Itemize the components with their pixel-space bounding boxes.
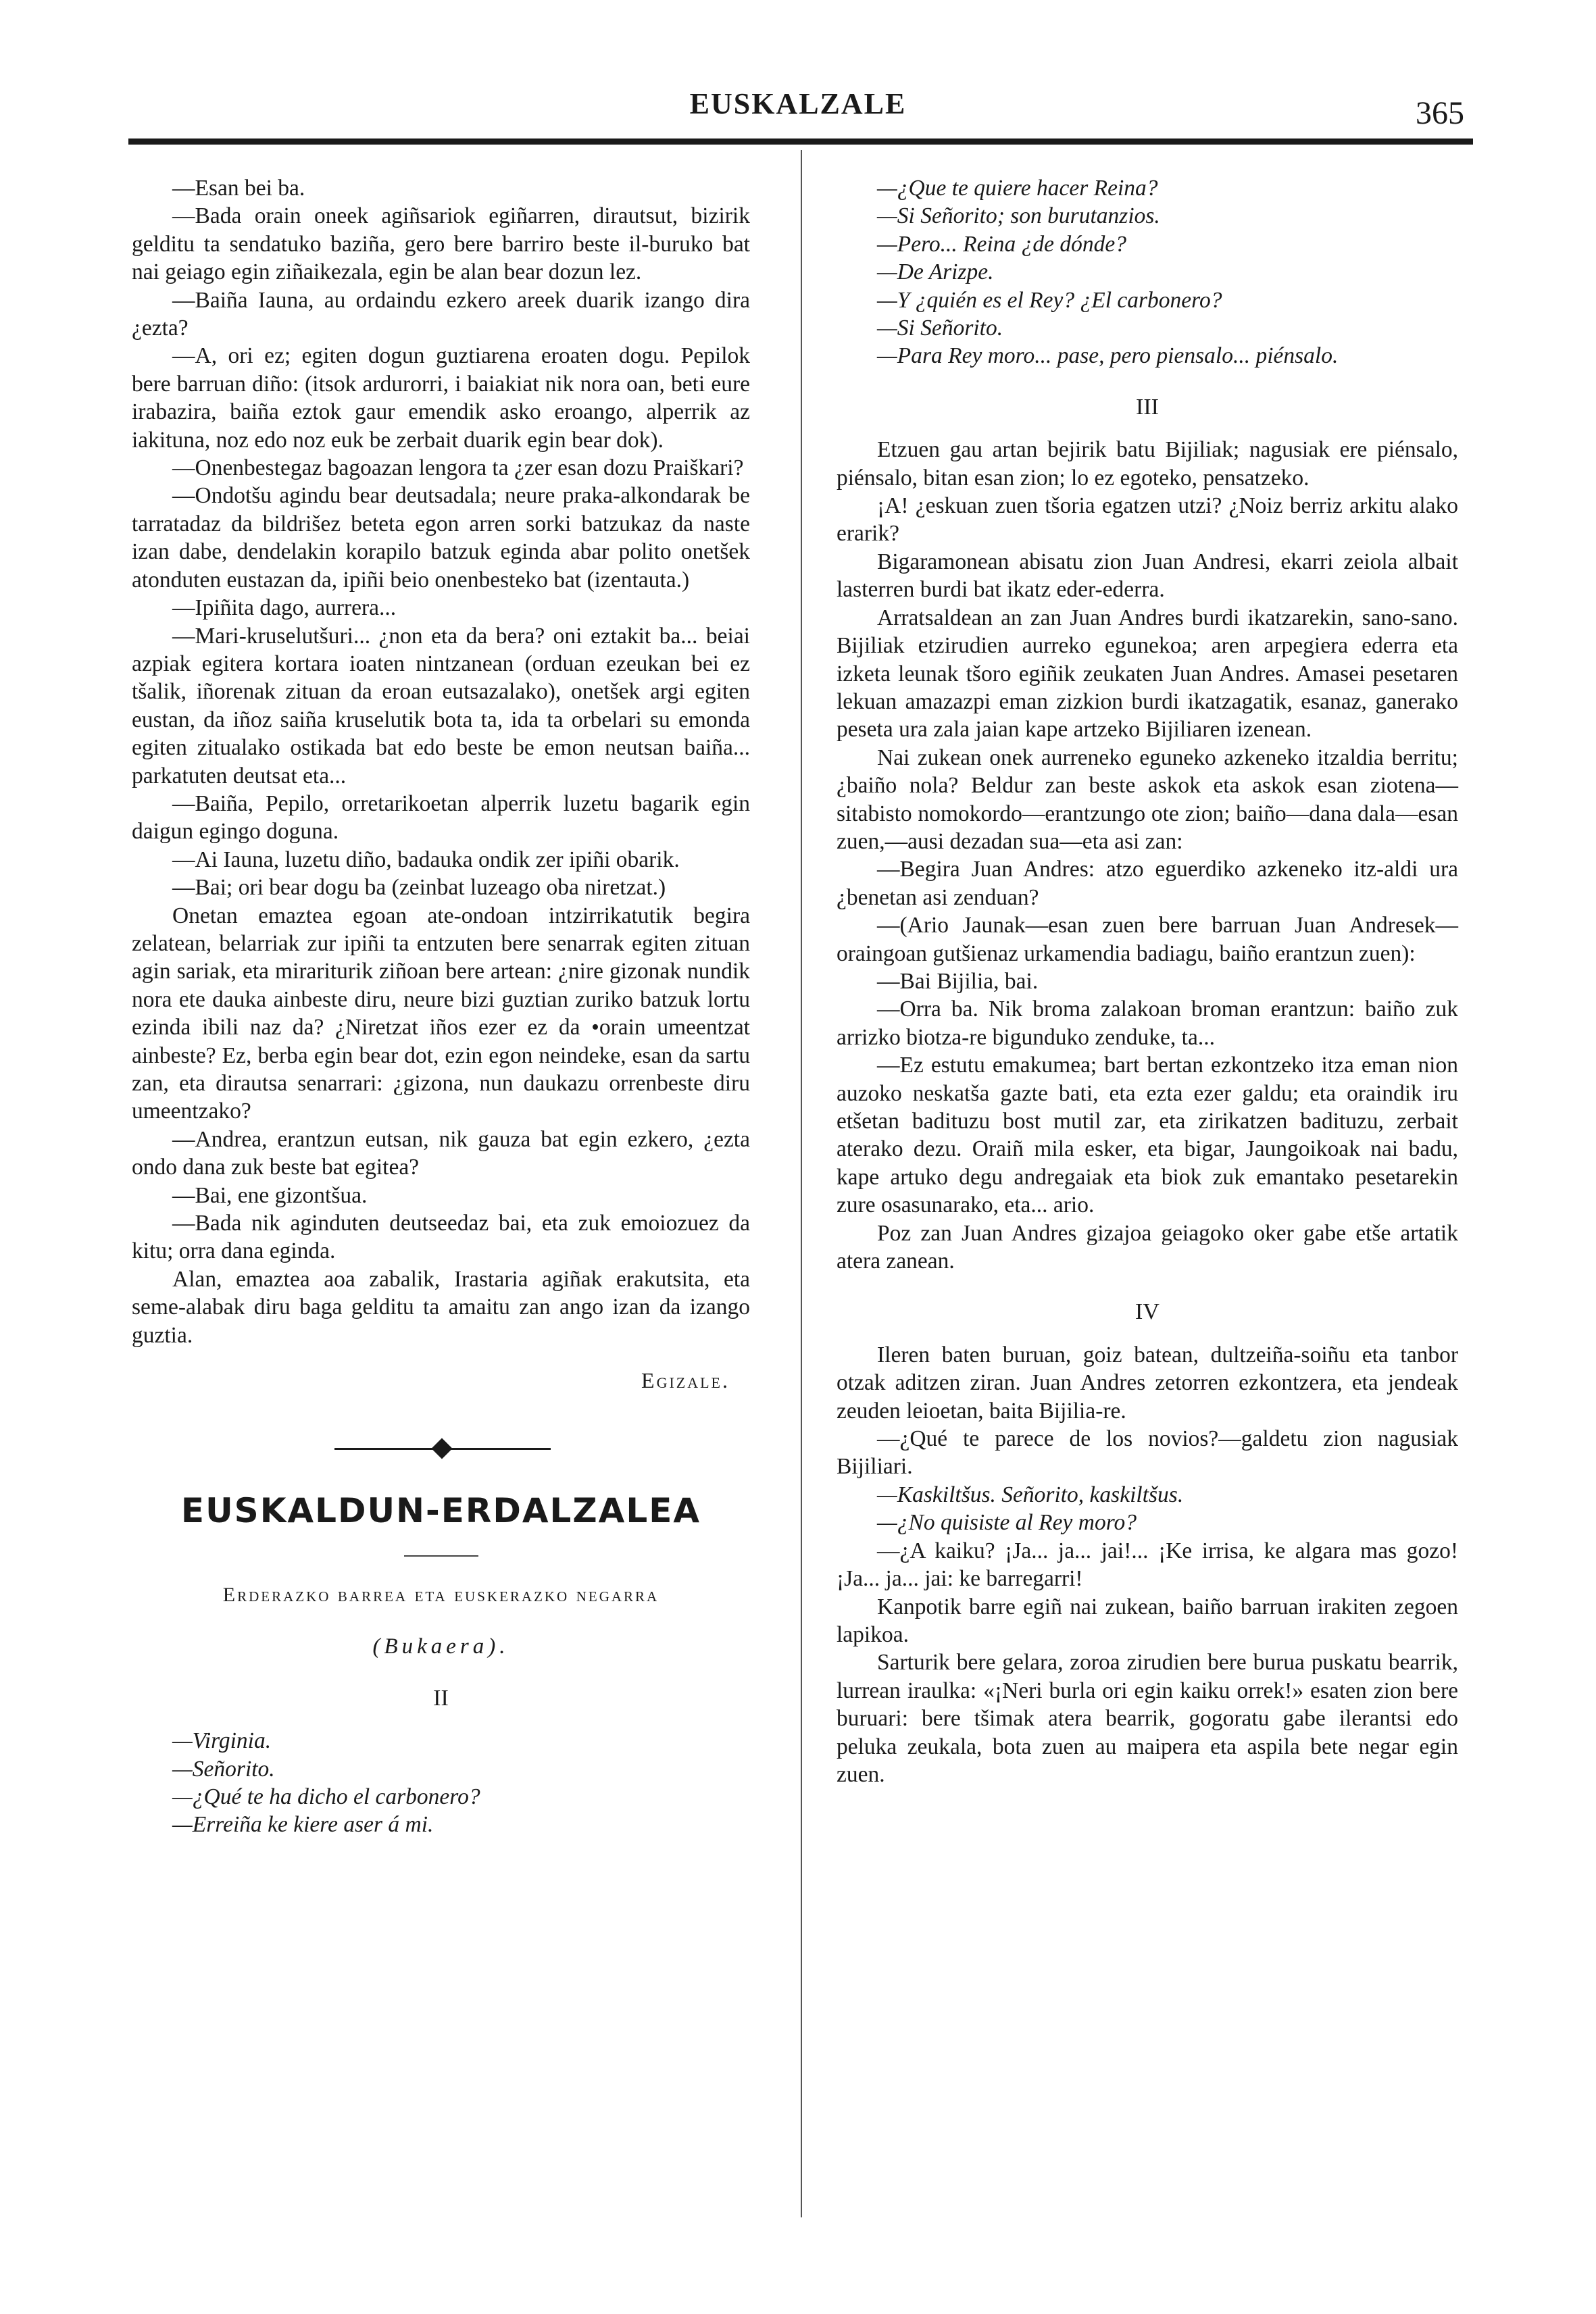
paragraph: ¡A! ¿eskuan zuen tšoria egatzen utzi? ¿Noiz berriz arkitu alako erarik?	[837, 493, 1458, 547]
paragraph: Alan, emaztea aoa zabalik, Irastaria agiñak erakutsita, eta seme-alabak diru baga gelditu ta amaitu zan ango izan da izango guztia.	[132, 1266, 750, 1348]
paragraph: Arratsaldean an zan Juan Andres burdi ikatzarekin, sano-sano. Bijiliak etzirudien aurreko egunekoa; aren arpegiera ederra eta izketa leunak tšoro egiñik zeukaten Juan Andres. Amasei pesetaren lekuan amazazpi eman zizkion burdi ikatzagatik, esanaz, ganerako peseta ura zala jaian kape artzeko Bijiliaren izenean.	[837, 605, 1458, 743]
paragraph: —Esan bei ba.	[172, 176, 305, 201]
paragraph: —Baiña, Pepilo, orretarikoetan alperrik luzetu bagarik egin daigun egingo doguna.	[132, 790, 750, 845]
section-subheading: Erderazko barrea eta euskerazko negarra	[222, 1583, 659, 1606]
paragraph: Onetan emaztea egoan ate-ondoan intzirrikatutik begira zelatean, belarriak zur ipiñi ta entzuten bere senarrak egiten zituan agin sariak, eta mirariturik ziñoan bere artean: ¿nire gizonak nundik nora ete dauka ainbeste diru, neure bizi guztian zuriko batzuk lortu ezinda ibili naz da? ¿Niretzat iños ezer ez da •orain umeentzat ainbeste? Ez, berba egin bear dot, ezin egon neindeke, esan da sartu zan, eta dirautsa senarrari: ¿gizona, nun daukazu orrenbeste diru umeentzako?	[132, 903, 750, 1124]
paragraph: Bigaramonean abisatu zion Juan Andresi, ekarri zeiola albait lasterren burdi bat ikatz eder-ederra.	[837, 549, 1458, 603]
dialogue-line: —¿Que te quiere hacer Reina?	[877, 176, 1158, 201]
paragraph: —Bada nik aginduten deutseedaz bai, eta zuk emoiozuez da kitu; orra dana eginda.	[132, 1211, 750, 1264]
dialogue-line: —¿No quisiste al Rey moro?	[877, 1510, 1137, 1536]
paragraph: —Ez estutu emakumea; bart bertan ezkontzeko itza eman nion auzoko neskatša gazte bati, eta ezta ezer galdu; eta oraindik iru etšetan badituzu bost mutil zar, eta zirikatzen badituzu, zerbait aterako dezu. Oraiñ mila esker, eta bigar, Jaungoikoak nai badu, kape artuko degu andregaiak eta biok zuk emantako pesetarekin zure osasunarako, eta... ario.	[837, 1053, 1458, 1218]
paragraph: Etzuen gau artan bejirik batu Bijiliak; nagusiak ere piénsalo, piénsalo, bitan esan zion; lo ez egoteko, pensatzeko.	[837, 437, 1458, 491]
paragraph: Sarturik bere gelara, zoroa zirudien bere burua puskatu bearrik, lurrean iraulka: «¡Neri burla ori egin kaiku orrek!» esaten zion bere buruari: bere tšimak atera bearrik, gogoratu gabe ilerantsi edo peluka zeukala, bota zuen au maipera eta aspila bete negar egin zuen.	[837, 1650, 1458, 1787]
short-divider	[404, 1555, 478, 1557]
dialogue-line: —Si Señorito; son burutanzios.	[877, 203, 1160, 229]
right-column	[837, 174, 1458, 1788]
ornament-divider	[132, 1435, 750, 1462]
running-head: EUSKALZALE	[689, 87, 907, 120]
section-subtitle: (Bukaera).	[372, 1634, 509, 1659]
paragraph: —Onenbestegaz bagoazan lengora ta ¿zer esan dozu Praiškari?	[172, 455, 744, 481]
dialogue-line: —Kaskiltšus. Señorito, kaskiltšus.	[877, 1482, 1184, 1507]
paragraph: Poz zan Juan Andres gizajoa geiagoko oker gabe etše artatik atera zanean.	[837, 1220, 1458, 1274]
paragraph: —Bai; ori bear dogu ba (zeinbat luzeago oba niretzat.)	[172, 875, 666, 901]
paragraph: —¿A kaiku? ¡Ja... ja... jai!... ¡Ke irrisa, ke algara mas gozo! ¡Ja... ja... jai: ke barregarri!	[837, 1538, 1458, 1592]
paragraph: Kanpotik barre egiñ nai zukean, baiño barruan irakiten zegoen lapikoa.	[837, 1594, 1458, 1647]
paragraph: —Ondotšu agindu bear deutsadala; neure praka-alkondarak be tarratadaz da bildrišez beteta egon arren sorki batzukaz da naste izan dabe, dendelakin korapilo batzuk eginda abar polito onetšek atonduten eustazan da, ipiñi beio onenbesteko bat (izentauta.)	[132, 483, 750, 593]
paragraph: —Baiña Iauna, au ordaindu ezkero areek duarik izango dira ¿ezta?	[132, 287, 750, 341]
paragraph: —Begira Juan Andres: atzo eguerdiko azkeneko itz-aldi ura ¿benetan asi zenduan?	[837, 857, 1458, 910]
dialogue-line: —Si Señorito.	[877, 316, 1003, 341]
dialogue-line: —Señorito.	[172, 1756, 275, 1782]
section-numeral: III	[1136, 394, 1159, 420]
paragraph: Ileren baten buruan, goiz batean, dultzeiña-soiñu eta tanbor otzak aditzen ziran. Juan Andres zetorren ezkontzera, eta jendeak zeuden leioetan, baita Bijilia-re.	[837, 1342, 1458, 1424]
dialogue-line: —De Arizpe.	[877, 259, 994, 285]
dialogue-line: —Para Rey moro... pase, pero piensalo... piénsalo.	[877, 343, 1339, 369]
paragraph: —Bai, ene gizontšua.	[172, 1182, 368, 1208]
dialogue-line: —¿Qué te ha dicho el carbonero?	[172, 1784, 480, 1809]
author-signature: Egizale.	[641, 1368, 730, 1393]
paragraph: —Bada orain oneek agiñsariok egiñarren, dirautsut, bizirik gelditu ta sendatuko baziña, gero bere barriro beste il-buruko bat nai geiago egin ziñaikezala, egin be alan bear dozun lez.	[132, 203, 750, 285]
paragraph: —(Ario Jaunak—esan zuen bere barruan Juan Andresek—oraingoan gutšienaz urkamendia badiagu, baiño erantzun zuen):	[837, 913, 1458, 966]
dialogue-line: —Pero... Reina ¿de dónde?	[877, 231, 1127, 257]
dialogue-line: —Virginia.	[172, 1728, 272, 1754]
paragraph: —Ai Iauna, luzetu diño, badauka ondik zer ipiñi obarik.	[172, 847, 680, 872]
paragraph: —A, ori ez; egiten dogun guztiarena eroaten dogu. Pepilok bere barruan diño: (itsok ardurorri, i baiakiat nik nora oan, beti eure irabazira, baiña eztok gaur emendik asko eroango, alperrik az iakituna, noz edo noz euk be zerbait duarik egin bear dok).	[132, 343, 750, 453]
dialogue-line: —Erreiña ke kiere aser á mi.	[172, 1812, 434, 1838]
paragraph: —Bai Bijilia, bai.	[877, 968, 1039, 994]
page-number: 365	[1416, 95, 1464, 131]
paragraph: Nai zukean onek aurreneko eguneko azkeneko itzaldia berritu; ¿baiño nola? Beldur zan beste askok eta askok esan ziotena—sitabisto nomokordo—erantzungo ote zion; baiño—dana dala—esan zuen,—ausi dezadan sua—eta asi zan:	[837, 745, 1458, 854]
section-title: EUSKALDUN-ERDALZALEA	[180, 1491, 701, 1531]
paragraph: —Andrea, erantzun eutsan, nik gauza bat egin ezkero, ¿ezta ondo dana zuk beste bat egitea?	[132, 1126, 750, 1180]
header-rule	[128, 139, 1473, 145]
left-column	[132, 174, 750, 1839]
section-numeral: IV	[1135, 1299, 1159, 1325]
diamond-ornament-icon	[431, 1438, 452, 1459]
paragraph: —¿Qué te parece de los novios?—galdetu zion nagusiak Bijiliari.	[837, 1426, 1458, 1480]
column-rule	[801, 150, 802, 2217]
paragraph: —Mari-kruselutšuri... ¿non eta da bera? oni eztakit ba... beiai azpiak egitera kortara ioaten nintzanean (orduan ezeukan bei ez tšalik, iñorenak zituan da eroan eutsazalako), onetšek argi egiten eustan, da iñoz saiña kruselutik bota ta, ida ta orbelari su emonda egiten zitualako ostikada bat edo beste be emon neutsan baiña... parkatuten deutsat eta...	[132, 623, 750, 788]
paragraph: —Ipiñita dago, aurrera...	[172, 595, 397, 621]
paragraph: —Orra ba. Nik broma zalakoan broman erantzun: baiño zuk arrizko biotza-re bigunduko zenduke, ta...	[837, 997, 1458, 1050]
section-numeral: II	[433, 1685, 449, 1711]
dialogue-line: —Y ¿quién es el Rey? ¿El carbonero?	[877, 287, 1222, 313]
